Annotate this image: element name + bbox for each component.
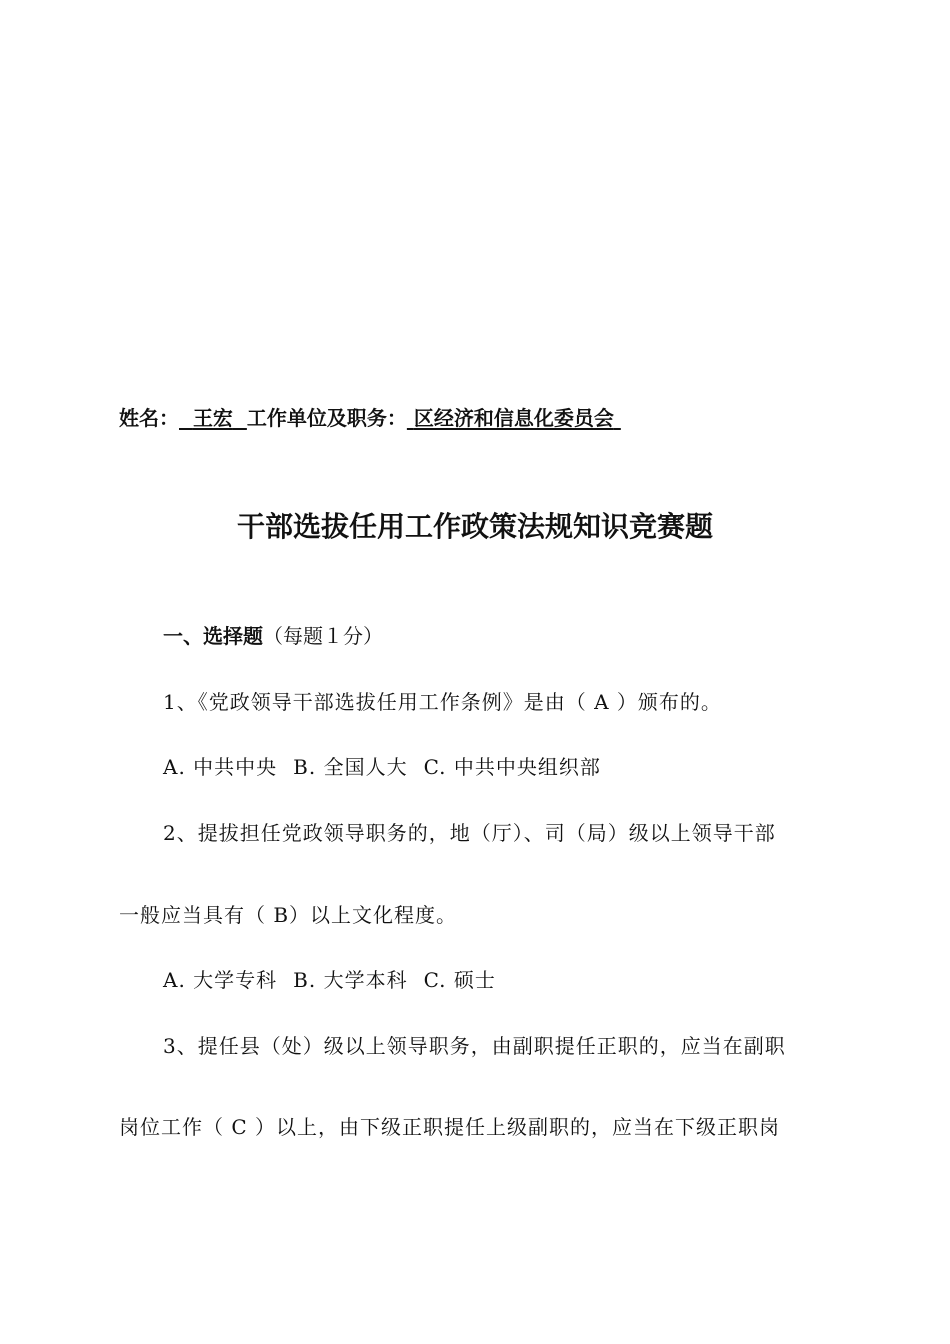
question-1-option-b: B. 全国人大 (293, 755, 408, 779)
header-line (119, 404, 621, 432)
question-1-option-c: C. 中共中央组织部 (423, 755, 601, 779)
unit-value: 区经济和信息化委员会 (413, 406, 614, 430)
question-3-line-2: 岗位工作（ C ）以上，由下级正职提任上级副职的，应当在下级正职岗 (119, 1115, 781, 1139)
question-1-line-1: 1、《党政领导干部选拔任用工作条例》是由（ A ）颁布的。 (163, 690, 722, 714)
name-label: 姓名： (119, 406, 179, 430)
section-heading-note: （每题１分） (263, 624, 383, 648)
question-2-line-1: 2、提拔担任党政领导职务的，地（厅）、司（局）级以上领导干部 (163, 821, 776, 845)
document-title: 干部选拔任用工作政策法规知识竞赛题 (236, 510, 713, 543)
question-2-option-a: A. 大学专科 (163, 968, 278, 992)
question-1-options (163, 753, 601, 781)
name-value: 王宏 (192, 406, 233, 430)
unit-label: 工作单位及职务： (246, 406, 407, 430)
section-heading-text: 一、选择题 (163, 624, 263, 648)
question-2-option-b: B. 大学本科 (293, 968, 408, 992)
question-1-option-a: A. 中共中央 (163, 755, 278, 779)
question-2-options (163, 966, 496, 994)
section-heading (163, 622, 383, 650)
question-3-line-1: 3、提任县（处）级以上领导职务，由副职提任正职的，应当在副职 (163, 1034, 786, 1058)
question-2-line-2: 一般应当具有（ B）以上文化程度。 (119, 903, 458, 927)
question-2-option-c: C. 硕士 (423, 968, 496, 992)
